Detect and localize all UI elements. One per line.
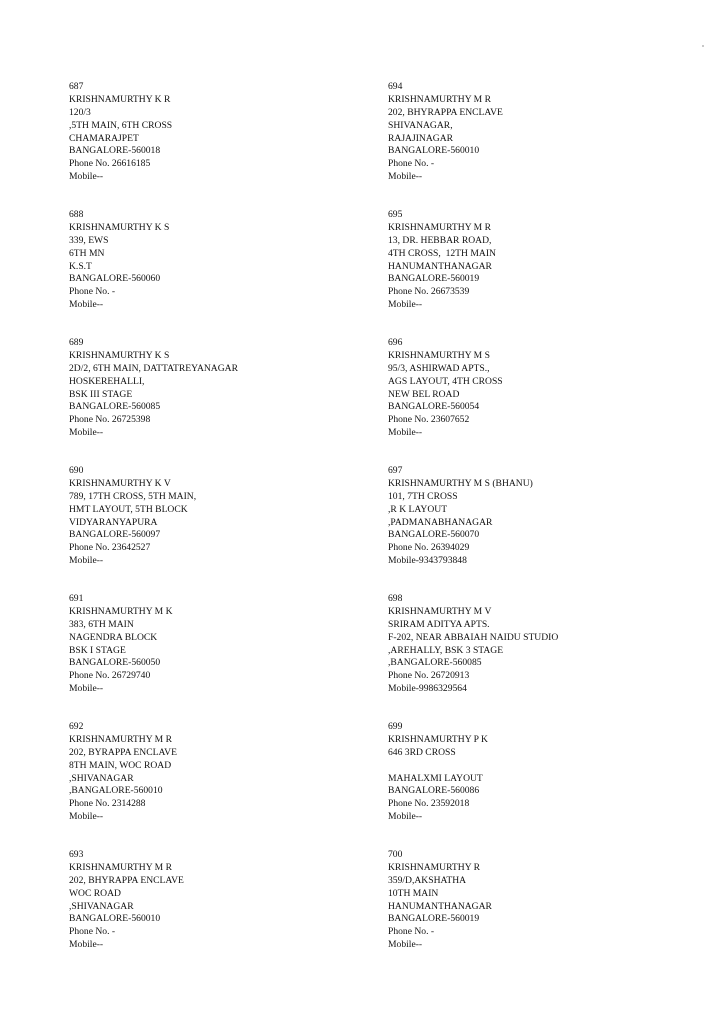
city-pin: BANGALORE-560010 [69,913,161,925]
directory-entry [69,721,369,849]
address-line-3: HANUMANTHANAGAR [388,900,492,912]
entry-number: 694 [388,81,403,92]
city-pin: BANGALORE-560085 [69,401,161,413]
phone-number: Phone No. 26725398 [69,414,151,426]
address-line-3: ,SHIVANAGAR [69,772,134,784]
entry-number: 688 [69,209,84,220]
mobile-number: Mobile-- [69,811,104,823]
mobile-number: Mobile-- [388,811,423,823]
address-line-2: HOSKEREHALLI, [69,375,145,387]
entry-number: 696 [388,337,403,348]
mobile-number: Mobile-- [388,171,423,183]
directory-entry [388,465,688,593]
address-line-3: HANUMANTHANAGAR [388,260,492,272]
directory-entry [69,593,369,721]
phone-number: Phone No. 26729740 [69,670,151,682]
address-line-2: AGS LAYOUT, 4TH CROSS [388,375,503,387]
city-pin: BANGALORE-560060 [69,273,161,285]
member-name: KRISHNAMURTHY M S [388,349,490,361]
phone-number: Phone No. 26616185 [69,158,151,170]
address-line-2 [388,760,688,773]
right-column [388,81,688,977]
mobile-number: Mobile-9343793848 [388,555,467,567]
directory-entry [388,81,688,209]
mobile-number: Mobile-- [69,939,104,951]
member-name: KRISHNAMURTHY M S (BHANU) [388,477,533,489]
address-line-1: 383, 6TH MAIN [69,618,134,630]
address-line-1: 13, DR. HEBBAR ROAD, [388,234,492,246]
address-line-1: 120/3 [69,106,91,118]
address-line-1: 101, 7TH CROSS [388,490,458,502]
directory-entry [69,81,369,209]
member-name: KRISHNAMURTHY K V [69,477,171,489]
city-pin: ,BANGALORE-560010 [69,785,163,797]
address-line-3: BSK I STAGE [69,644,126,656]
directory-entry [388,721,688,849]
phone-number: Phone No. 23607652 [388,414,470,426]
city-pin: BANGALORE-560019 [388,913,480,925]
directory-entry [388,337,688,465]
city-pin: BANGALORE-560070 [388,529,480,541]
phone-number: Phone No. - [69,286,116,298]
directory-entry [388,849,688,977]
directory-entry [388,593,688,721]
phone-number: Phone No. - [388,926,435,938]
entry-number: 692 [69,721,84,732]
entry-number: 700 [388,849,403,860]
address-line-3: VIDYARANYAPURA [69,516,158,528]
address-line-1: 2D/2, 6TH MAIN, DATTATREYANAGAR [69,362,238,374]
address-line-2: ,5TH MAIN, 6TH CROSS [69,119,173,131]
city-pin: BANGALORE-560054 [388,401,480,413]
city-pin: ,BANGALORE-560085 [388,657,482,669]
member-name: KRISHNAMURTHY K S [69,349,170,361]
address-line-1: 359/D,AKSHATHA [388,874,467,886]
address-line-3: ,PADMANABHANAGAR [388,516,493,528]
directory-entry [69,849,369,977]
address-line-2: 6TH MN [69,247,105,259]
member-name: KRISHNAMURTHY M R [388,221,492,233]
mobile-number: Mobile-- [69,171,104,183]
entry-number: 695 [388,209,403,220]
city-pin: BANGALORE-560010 [388,145,480,157]
city-pin: BANGALORE-560097 [69,529,161,541]
address-line-2: 4TH CROSS, 12TH MAIN [388,247,496,259]
member-name: KRISHNAMURTHY K R [69,93,171,105]
address-line-2: NAGENDRA BLOCK [69,631,158,643]
address-line-3: CHAMARAJPET [69,132,139,144]
phone-number: Phone No. - [388,158,435,170]
mobile-number: Mobile-- [69,427,104,439]
member-name: KRISHNAMURTHY M K [69,605,173,617]
mobile-number: Mobile-- [69,555,104,567]
address-line-3: ,AREHALLY, BSK 3 STAGE [388,644,504,656]
address-line-2: ,R K LAYOUT [388,503,448,515]
address-line-1: 95/3, ASHIRWAD APTS., [388,362,490,374]
mobile-number: Mobile-- [388,939,423,951]
phone-number: Phone No. 2314288 [69,798,146,810]
phone-number: Phone No. 23592018 [388,798,470,810]
phone-number: Phone No. 26720913 [388,670,470,682]
member-name: KRISHNAMURTHY M R [388,93,492,105]
member-name: KRISHNAMURTHY R [388,861,481,873]
address-line-2: 10TH MAIN [388,887,439,899]
entry-number: 698 [388,593,403,604]
address-line-1: SRIRAM ADITYA APTS. [388,618,490,630]
directory-entry [69,209,369,337]
address-line-3: MAHALXMI LAYOUT [388,772,483,784]
member-name: KRISHNAMURTHY P K [388,733,488,745]
directory-entry [69,465,369,593]
entry-number: 690 [69,465,84,476]
mobile-number: Mobile-- [388,427,423,439]
member-name: KRISHNAMURTHY M V [388,605,492,617]
member-name: KRISHNAMURTHY M R [69,861,173,873]
mobile-number: Mobile-- [69,683,104,695]
mobile-number: Mobile-- [69,299,104,311]
address-line-2: WOC ROAD [69,887,121,899]
city-pin: BANGALORE-560018 [69,145,161,157]
address-line-1: 339, EWS [69,234,109,246]
member-name: KRISHNAMURTHY K S [69,221,170,233]
scan-speck [702,45,704,47]
phone-number: Phone No. - [69,926,116,938]
phone-number: Phone No. 26673539 [388,286,470,298]
address-line-2: HMT LAYOUT, 5TH BLOCK [69,503,188,515]
city-pin: BANGALORE-560086 [388,785,480,797]
phone-number: Phone No. 23642527 [69,542,151,554]
address-line-2: F-202, NEAR ABBAIAH NAIDU STUDIO [388,631,559,643]
city-pin: BANGALORE-560019 [388,273,480,285]
entry-number: 693 [69,849,84,860]
directory-entry [388,209,688,337]
entry-number: 691 [69,593,84,604]
entry-number: 689 [69,337,84,348]
entry-number: 697 [388,465,403,476]
mobile-number: Mobile-- [388,299,423,311]
phone-number: Phone No. 26394029 [388,542,470,554]
address-line-1: 789, 17TH CROSS, 5TH MAIN, [69,490,197,502]
entry-number: 699 [388,721,403,732]
directory-entry [69,337,369,465]
address-line-2: 8TH MAIN, WOC ROAD [69,759,172,771]
entry-number: 687 [69,81,84,92]
city-pin: BANGALORE-560050 [69,657,161,669]
address-line-1: 202, BHYRAPPA ENCLAVE [388,106,503,118]
address-line-3: K.S.T [69,260,92,272]
address-line-1: 202, BHYRAPPA ENCLAVE [69,874,184,886]
address-line-3: NEW BEL ROAD [388,388,460,400]
address-line-1: 202, BYRAPPA ENCLAVE [69,746,177,758]
mobile-number: Mobile-9986329564 [388,683,467,695]
address-line-3: ,SHIVANAGAR [69,900,134,912]
address-line-2: SHIVANAGAR, [388,119,453,131]
member-name: KRISHNAMURTHY M R [69,733,173,745]
address-line-3: BSK III STAGE [69,388,133,400]
address-line-1: 646 3RD CROSS [388,746,456,758]
address-line-3: RAJAJINAGAR [388,132,454,144]
left-column [69,81,369,977]
